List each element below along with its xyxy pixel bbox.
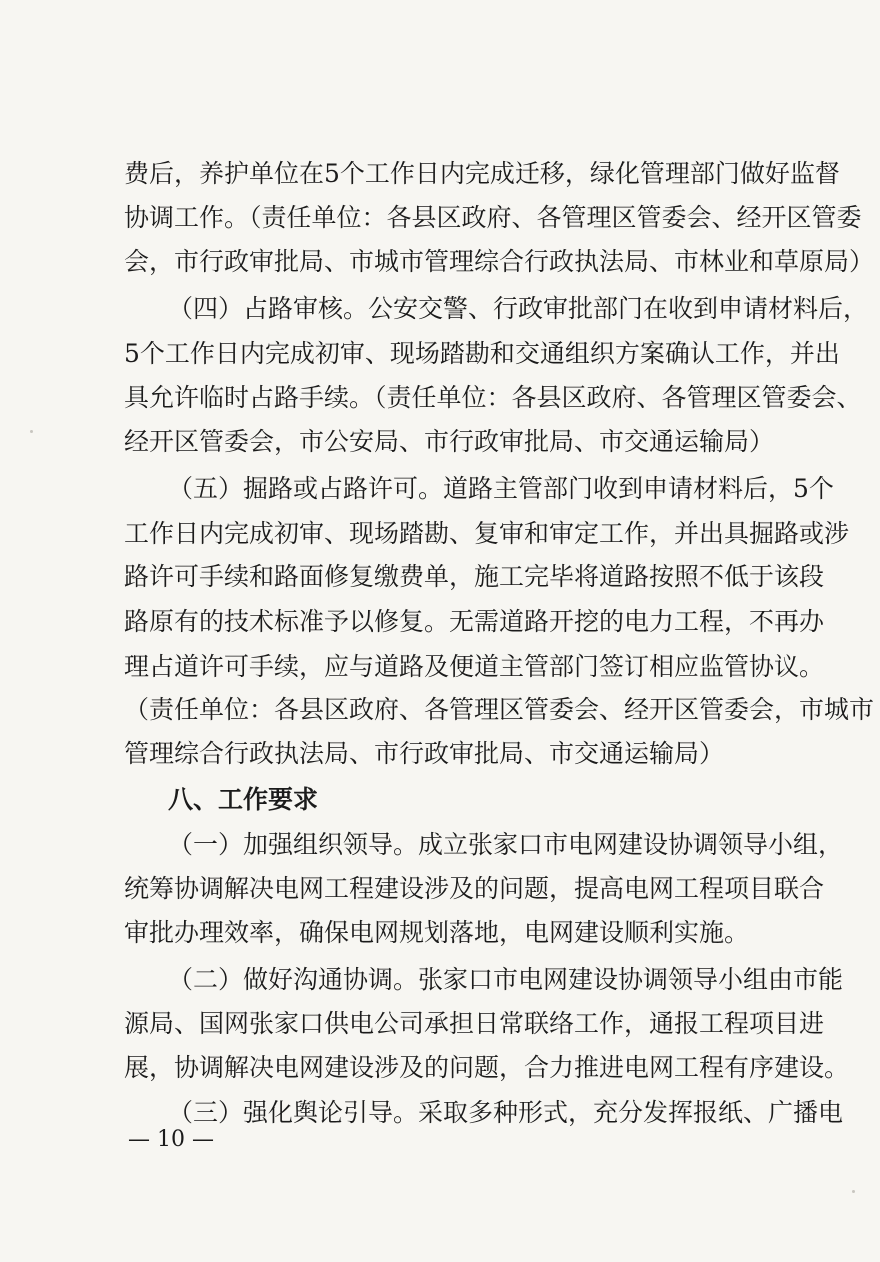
text-line: 展，协调解决电网建设涉及的问题，合力推进电网工程有序建设。 <box>124 1053 850 1082</box>
text-line: 源局、国网张家口供电公司承担日常联络工作，通报工程项目进 <box>124 1009 825 1038</box>
scan-speck <box>852 1190 855 1193</box>
paragraph-start-line: （三）强化舆论引导。采取多种形式，充分发挥报纸、广播电 <box>168 1098 844 1127</box>
paragraph-start-line: （五）掘路或占路许可。道路主管部门收到申请材料后，5个 <box>168 474 834 503</box>
paragraph-start-line: （二）做好沟通协调。张家口市电网建设协调领导小组由市能 <box>168 965 844 994</box>
text-line: 经开区管委会，市公安局、市行政审批局、市交通运输局） <box>124 427 775 456</box>
text-line: 审批办理效率，确保电网规划落地，电网建设顺利实施。 <box>124 918 750 947</box>
text-line: 路原有的技术标准予以修复。无需道路开挖的电力工程，不再办 <box>124 607 825 636</box>
page-number: — 10 — <box>128 1127 214 1152</box>
text-line: 5个工作日内完成初审、现场踏勘和交通组织方案确认工作，并出 <box>124 339 840 368</box>
text-line: （责任单位：各县区政府、各管理区管委会、经开区管委会，市城市 <box>124 695 875 724</box>
text-line: 协调工作。（责任单位：各县区政府、各管理区管委会、经开区管委 <box>124 203 862 232</box>
paragraph-start-line: （四）占路审核。公安交警、行政审批部门在收到申请材料后， <box>168 294 869 323</box>
text-line: 会，市行政审批局、市城市管理综合行政执法局、市林业和草原局） <box>124 247 875 276</box>
text-line: 费后，养护单位在5个工作日内完成迁移，绿化管理部门做好监督 <box>124 159 840 188</box>
section-heading: 八、工作要求 <box>168 785 319 814</box>
text-line: 路许可手续和路面修复缴费单，施工完毕将道路按照不低于该段 <box>124 562 825 591</box>
text-line: 统筹协调解决电网工程建设涉及的问题，提高电网工程项目联合 <box>124 874 825 903</box>
text-line: 管理综合行政执法局、市行政审批局、市交通运输局） <box>124 739 725 768</box>
text-line: 具允许临时占路手续。（责任单位：各县区政府、各管理区管委会、 <box>124 383 862 412</box>
scan-speck <box>30 430 33 433</box>
paragraph-start-line: （一）加强组织领导。成立张家口市电网建设协调领导小组， <box>168 830 844 859</box>
text-line: 工作日内完成初审、现场踏勘、复审和审定工作，并出具掘路或涉 <box>124 519 850 548</box>
text-line: 理占道许可手续，应与道路及便道主管部门签订相应监管协议。 <box>124 652 825 681</box>
